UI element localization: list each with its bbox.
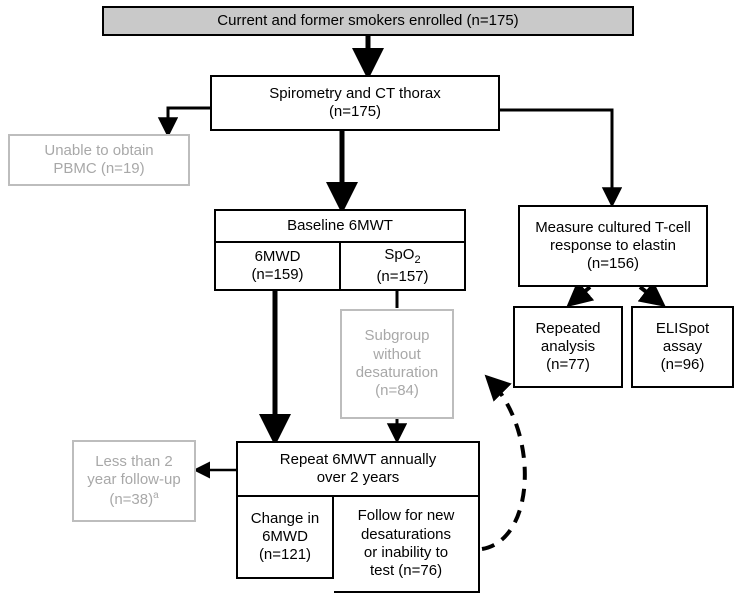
node-spo2-line1: SpO$_2$ xyxy=(384,246,421,267)
node-subgroup-line2: without xyxy=(373,345,421,363)
node-less-than-2yr-line3: (n=38)$^a$ xyxy=(109,489,159,508)
node-spo2-line2: (n=157) xyxy=(376,267,429,285)
node-change-6mwd-line2: 6MWD xyxy=(262,527,308,545)
node-spirometry-line2: (n=175) xyxy=(328,103,382,120)
node-elispot-assay xyxy=(631,306,734,388)
node-repeated-analysis xyxy=(513,306,623,388)
node-repeated-analysis-line3: (n=77) xyxy=(546,356,590,374)
node-tcell-line2: response to elastin xyxy=(550,236,676,254)
node-tcell-line1: Measure cultured T-cell xyxy=(535,218,691,236)
node-tcell-response xyxy=(518,205,708,287)
node-enrolled-line1: Current and former smokers enrolled (n=175) xyxy=(217,11,519,29)
node-tcell-line3: (n=156) xyxy=(586,255,640,273)
node-elispot-line2: assay xyxy=(662,337,703,355)
node-spo2 xyxy=(341,241,466,291)
node-elispot-line3: (n=96) xyxy=(660,356,705,374)
node-change-6mwd-line3: (n=121) xyxy=(258,546,312,564)
node-subgroup-line4: (n=84) xyxy=(375,382,419,400)
node-repeat-6mwt-header: Repeat 6MWT annually over 2 years xyxy=(236,441,480,495)
node-follow-line3: or inability to xyxy=(363,544,449,561)
node-follow-line2: desaturations xyxy=(360,525,452,543)
node-enrolled xyxy=(102,6,634,36)
node-unable-pbmc-line1: Unable to obtain xyxy=(44,141,154,159)
node-follow-line1: Follow for new xyxy=(357,507,455,525)
node-baseline-6mwt xyxy=(214,209,466,291)
node-less-than-2yr-line2: year follow-up xyxy=(87,471,181,489)
node-change-in-6mwd xyxy=(236,495,334,579)
node-change-6mwd-line1: Change in xyxy=(250,509,320,527)
node-follow-new-desaturations xyxy=(334,495,480,593)
node-6mwd-line1: 6MWD xyxy=(254,247,301,265)
node-6mwd xyxy=(214,241,341,291)
node-subgroup-without-desaturation xyxy=(340,309,454,419)
node-subgroup-line3: desaturation xyxy=(355,364,439,381)
node-spirometry-line1: Spirometry and CT thorax xyxy=(269,84,441,102)
node-spirometry xyxy=(210,75,500,131)
node-repeated-analysis-line1: Repeated xyxy=(535,319,601,337)
node-6mwd-line2: (n=159) xyxy=(251,266,304,283)
node-unable-pbmc-line2: PBMC (n=19) xyxy=(53,160,145,177)
node-follow-line4: test (n=76) xyxy=(369,562,443,580)
node-repeat-6mwt xyxy=(236,441,480,593)
node-elispot-line1: ELISpot xyxy=(655,319,710,337)
node-baseline-6mwt-header: Baseline 6MWT xyxy=(214,209,466,241)
node-less-than-2-year-followup xyxy=(72,440,196,522)
node-subgroup-line1: Subgroup xyxy=(364,327,430,345)
node-unable-pbmc xyxy=(8,134,190,186)
node-repeated-analysis-line2: analysis xyxy=(540,337,596,355)
node-less-than-2yr-line1: Less than 2 xyxy=(95,453,173,471)
